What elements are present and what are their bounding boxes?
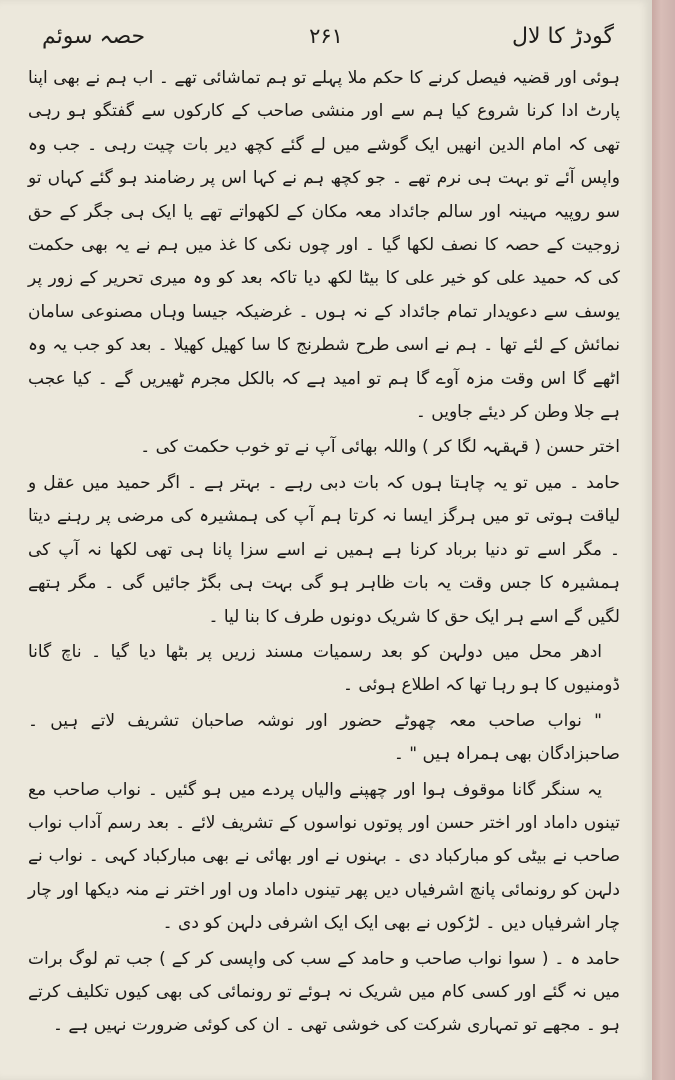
paragraph: ہوئی اور قضیہ فیصل کرنے کا حکم ملا پہلے تو ہم تماشائی تھے ۔ اب ہم نے بھی اپنا پارٹ ادا کرنا شروع کیا ہم سے اور منشی صاحب کے کارکوں سے گفتگو ہو رہی تھی کہ امام الدین انھیں ایک گوشے میں لے گئے کچھ دیر بات چیت رہی ۔ جب وہ واپس آئے تو بہت ہی نرم تھے ۔ جو کچھ ہم نے کہا اس پر رضامند ہو گئے کہاں تو سو روپیہ مہینہ اور سالم جائداد معہ مکان کے لکھواتے تھے یا ایک ہی جگر کے حق زوجیت کے حصہ کا نصف لکھا گیا ۔ اور چوں نکی کا غذ میں ہم نے یہ بھی حکمت کی کہ حمید علی کو خیر علی کا بیٹا لکھ دیا تاکہ بعد کو وہ میری تحریر کے زور پر یوسف سے دعویدار تمام جائداد کے نہ ہوں ۔ غرضیکہ جیسا وہاں مصنوعی سامان نمائش کے لئے تھا ۔ ہم نے اسی طرح شطرنج کا سا کھیل کھیلا ۔ بعد کو جب یہ وہ اٹھے گا اس وقت مزہ آوے گا ہم تو امید ہے کہ بالکل مجرم ٹھیریں گے ۔ کیا عجب ہے جلا وطن کر دیئے جاویں ۔ xyxy=(28,68,620,423)
paragraph: حامد ہ ۔ ( سوا نواب صاحب و حامد کے سب کی واپسی کر کے ) جب تم لوگ برات میں نہ گئے اور کسی کام میں شریک نہ ہوئے تو رونمائی کی بھی کیوں تکلیف کرتے ہو ۔ مجھے تو تمہاری شرکت کی خوشی تھی ۔ ان کی کوئی ضرورت نہیں ہے ۔ xyxy=(28,948,620,1036)
page-body xyxy=(28,62,620,1060)
book-title: گودڑ کا لال xyxy=(512,24,614,49)
paragraph: ادھر محل میں دولہن کو بعد رسمیات مسند زریں پر بٹھا دیا گیا ۔ ناچ گانا ڈومنیوں کا ہو رہا تھا کہ اطلاع ہوئی ۔ xyxy=(28,641,620,696)
paragraph: یہ سنگر گانا موقوف ہوا اور چھپنے والیاں پردے میں ہو گئیں ۔ نواب صاحب مع تینوں داماد اور اختر حسن اور پوتوں نواسوں کے تشریف لائے ۔ بعد رسم آداب نواب صاحب نے بیٹی کو مبارکباد دی ۔ بہنوں نے اور بھائی نے بھی مبارکباد کہی ۔ نواب نے دلہن کو رونمائی پانچ اشرفیاں دیں پھر تینوں داماد وں اور اختر نے منہ دیکھا اور چار چار اشرفیاں دیں ۔ لڑکوں نے بھی ایک ایک اشرفی دلہن کو دی ۔ xyxy=(28,779,620,934)
page-number: ۲۶۱ xyxy=(309,24,343,48)
page-header xyxy=(30,18,622,58)
section-label: حصہ سوئم xyxy=(42,24,146,49)
paragraph: حامد ۔ میں تو یہ چاہتا ہوں کہ بات دبی رہے ۔ بہتر ہے ۔ اگر حمید میں عقل و لیاقت ہوتی تو میں ہرگز ایسا نہ کرتا ہم آپ کی ہمشیرہ کی مرضی پر رہنے دیتا ۔ مگر اسے تو دنیا برباد کرنا ہے ہمیں نے اسے سزا پانا ہی تھی لکھا نہ آپ کی ہمشیرہ کا جس وقت یہ بات ظاہر ہو گی بہت ہی بگڑ جائیں گی ۔ مگر ہتھے لگیں گے اسے ہر ایک حق کا شریک دونوں طرف کا بنا لیا ۔ xyxy=(28,472,620,627)
paragraph: اختر حسن ( قہقہہ لگا کر ) واللہ بھائی آپ نے تو خوب حکمت کی ۔ xyxy=(140,437,620,458)
paragraph: " نواب صاحب معہ چھوٹے حضور اور نوشہ صاحبان تشریف لاتے ہیں ۔ صاحبزادگان بھی ہمراہ ہیں " ۔ xyxy=(28,710,620,765)
page-edge xyxy=(652,0,675,1080)
